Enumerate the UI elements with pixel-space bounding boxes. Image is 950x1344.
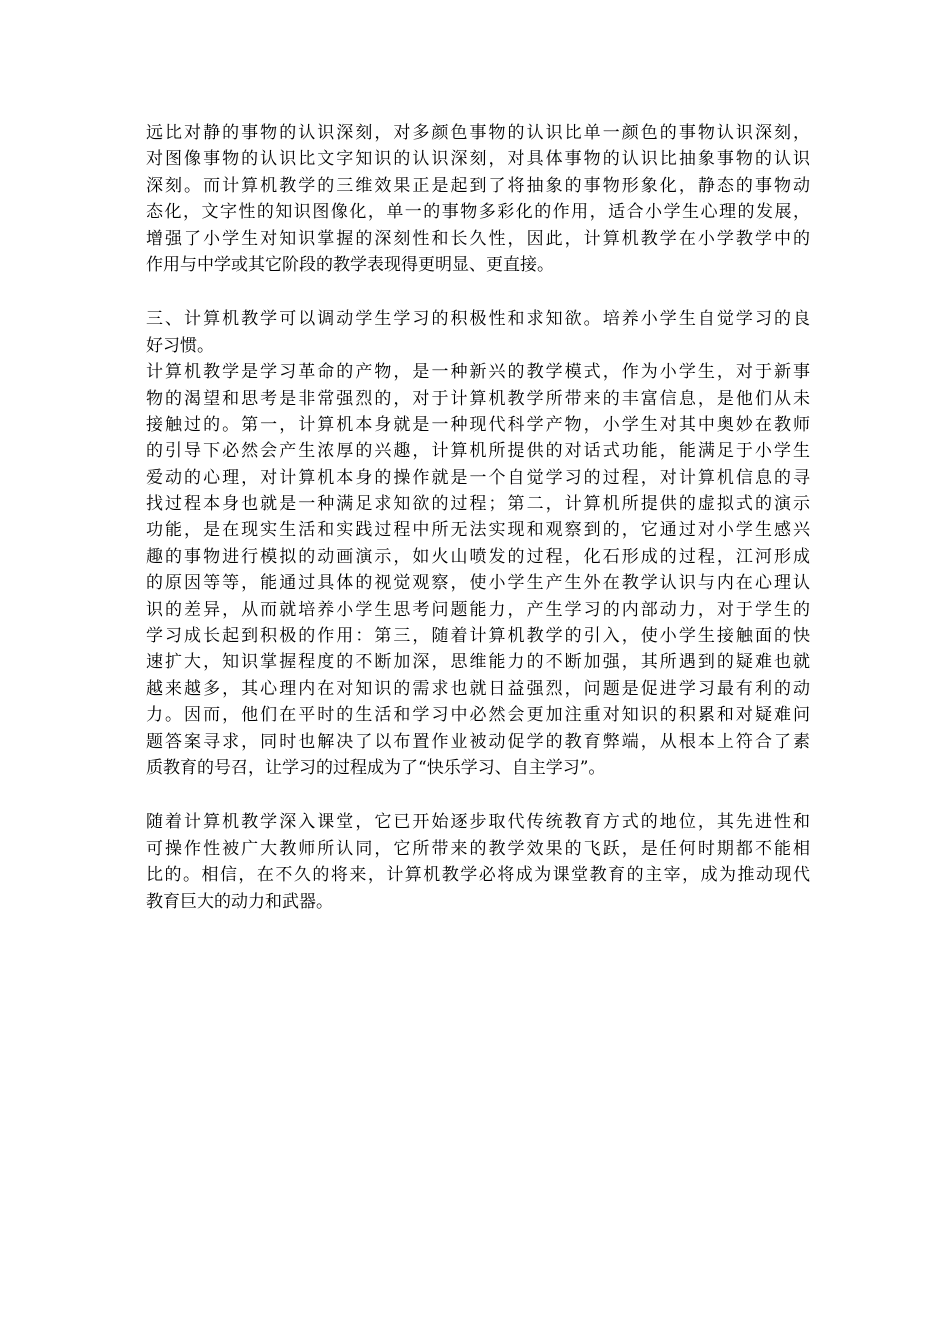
text-line: 物的渴望和思考是非常强烈的，对于计算机教学所带来的丰富信息，是他们从未 [146,388,810,409]
text-line: 的原因等等，能通过具体的视觉观察，使小学生产生外在教学认识与内在心理认 [146,573,810,594]
text-line: 学习成长起到积极的作用：第三，随着计算机教学的引入，使小学生接触面的快 [146,626,810,647]
text-line: 比的。相信，在不久的将来，计算机教学必将成为课堂教育的主宰，成为推动现代 [146,865,810,886]
paragraph-spacer [146,781,810,809]
text-line: 功能，是在现实生活和实践过程中所无法实现和观察到的，它通过对小学生感兴 [146,520,810,541]
text-line: 计算机教学是学习革命的产物，是一种新兴的教学模式，作为小学生，对于新事 [146,362,810,383]
text-line: 趣的事物进行模拟的动画演示，如火山喷发的过程，化石形成的过程，江河形成 [146,546,810,567]
text-line: 的引导下必然会产生浓厚的兴趣，计算机所提供的对话式功能，能满足于小学生 [146,441,810,462]
paragraph-4 [146,809,810,915]
text-line: 越来越多，其心理内在对知识的需求也就日益强烈，问题是促进学习最有利的动 [146,678,810,699]
paragraph-spacer [146,278,810,306]
text-line: 态化，文字性的知识图像化，单一的事物多彩化的作用，适合小学生心理的发展， [146,202,810,223]
text-line: 速扩大，知识掌握程度的不断加深，思维能力的不断加强，其所遇到的疑难也就 [146,652,810,673]
text-line: 远比对静的事物的认识深刻，对多颜色事物的认识比单一颜色的事物认识深刻， [146,123,810,143]
text-line: 力。因而，他们在平时的生活和学习中必然会更加注重对知识的积累和对疑难问 [146,705,810,726]
text-line: 识的差异，从而就培养小学生思考问题能力，产生学习的内部动力，对于学生的 [146,599,810,620]
text-line: 质教育的号召，让学习的过程成为了“快乐学习、自主学习”。 [146,757,606,778]
text-line: 作用与中学或其它阶段的教学表现得更明显、更直接。 [146,254,554,275]
text-line: 三、计算机教学可以调动学生学习的积极性和求知欲。培养小学生自觉学习的良 [146,309,810,330]
text-line: 随着计算机教学深入课堂，它已开始逐步取代传统教育方式的地位，其先进性和 [146,812,810,833]
document-body [146,120,810,915]
text-line: 好习惯。 [146,335,214,356]
text-line: 可操作性被广大教师所认同，它所带来的教学效果的飞跃，是任何时期都不能相 [146,838,810,859]
text-line: 爱动的心理，对计算机本身的操作就是一个自觉学习的过程，对计算机信息的寻 [146,467,810,488]
text-line: 接触过的。第一，计算机本身就是一种现代科学产物，小学生对其中奥妙在教师 [146,414,810,435]
text-line: 深刻。而计算机教学的三维效果正是起到了将抽象的事物形象化，静态的事物动 [146,175,810,196]
text-line: 题答案寻求，同时也解决了以布置作业被动促学的教育弊端，从根本上符合了素 [146,731,810,752]
text-line: 教育巨大的动力和武器。 [146,891,333,912]
text-line: 对图像事物的认识比文字知识的认识深刻，对具体事物的认识比抽象事物的认识 [146,149,810,170]
text-line: 增强了小学生对知识掌握的深刻性和长久性，因此，计算机教学在小学教学中的 [146,228,810,249]
paragraph-1 [146,120,810,278]
section-heading-3 [146,306,810,359]
text-line: 找过程本身也就是一种满足求知欲的过程；第二，计算机所提供的虚拟式的演示 [146,494,810,515]
paragraph-3 [146,359,810,781]
